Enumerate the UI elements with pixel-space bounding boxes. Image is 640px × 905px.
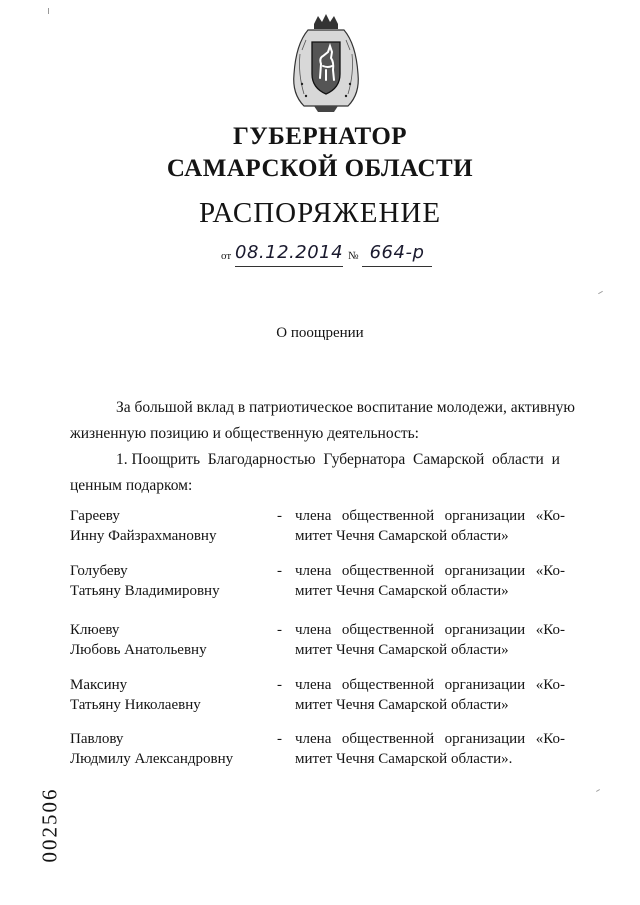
recipient-description bbox=[295, 506, 565, 546]
intro-line-1: За большой вклад в патриотическое воспитание молодежи, активную bbox=[116, 399, 575, 416]
desc-line: члена общественной организации «Ко- bbox=[295, 508, 565, 524]
number-value: 664-р bbox=[362, 244, 432, 267]
document-type: РАСПОРЯЖЕНИЕ bbox=[198, 197, 442, 229]
scan-mark bbox=[598, 291, 603, 294]
desc-line: члена общественной организации «Ко- bbox=[295, 731, 565, 747]
serial-number bbox=[30, 770, 70, 863]
recipient-surname: Павлову bbox=[70, 731, 124, 747]
dash: - bbox=[277, 731, 282, 747]
issuer-title: ГУБЕРНАТОР bbox=[232, 123, 408, 150]
recipient-given-names: Инну Файзрахмановну bbox=[70, 528, 217, 544]
recipient-description bbox=[295, 675, 565, 715]
samara-coat-of-arms-icon bbox=[288, 14, 364, 114]
desc-line: члена общественной организации «Ко- bbox=[295, 622, 565, 638]
recipient-description bbox=[295, 620, 565, 660]
dash: - bbox=[277, 622, 282, 638]
recipient-description bbox=[295, 729, 565, 769]
recipient-name bbox=[70, 506, 270, 546]
recipient-given-names: Любовь Анатольевну bbox=[70, 642, 207, 658]
desc-line: митет Чечня Самарской области» bbox=[295, 697, 509, 713]
item-1-line-1: 1. Поощрить Благодарностью Губернатора Самарской области и bbox=[116, 451, 560, 468]
scan-mark bbox=[596, 789, 600, 792]
item-1-line-2: ценным подарком: bbox=[70, 477, 193, 494]
desc-line: члена общественной организации «Ко- bbox=[295, 677, 565, 693]
desc-line: митет Чечня Самарской области». bbox=[295, 751, 513, 767]
recipient-name bbox=[70, 561, 270, 601]
recipient-surname: Гарееву bbox=[70, 508, 120, 524]
dash: - bbox=[277, 677, 282, 693]
dash: - bbox=[277, 563, 282, 579]
recipient-given-names: Татьяну Николаевну bbox=[70, 697, 201, 713]
recipient-description bbox=[295, 561, 565, 601]
serial-number-text: 002506 bbox=[37, 787, 62, 863]
recipient-name bbox=[70, 675, 270, 715]
desc-line: митет Чечня Самарской области» bbox=[295, 642, 509, 658]
desc-line: митет Чечня Самарской области» bbox=[295, 528, 509, 544]
desc-line: члена общественной организации «Ко- bbox=[295, 563, 565, 579]
recipient-surname: Максину bbox=[70, 677, 128, 693]
intro-line-2: жизненную позицию и общественную деятельность: bbox=[70, 425, 419, 442]
recipient-surname: Клюеву bbox=[70, 622, 120, 638]
document-subject: О поощрении bbox=[276, 325, 364, 341]
recipient-name bbox=[70, 729, 270, 769]
date-value: 08.12.2014 bbox=[235, 244, 343, 267]
recipient-given-names: Людмилу Александровну bbox=[70, 751, 234, 767]
recipient-surname: Голубеву bbox=[70, 563, 128, 579]
recipient-name bbox=[70, 620, 270, 660]
recipient-given-names: Татьяну Владимировну bbox=[70, 583, 220, 599]
scan-mark bbox=[48, 8, 49, 14]
dash: - bbox=[277, 508, 282, 524]
issuer-region: САМАРСКОЙ ОБЛАСТИ bbox=[166, 155, 474, 182]
desc-line: митет Чечня Самарской области» bbox=[295, 583, 509, 599]
